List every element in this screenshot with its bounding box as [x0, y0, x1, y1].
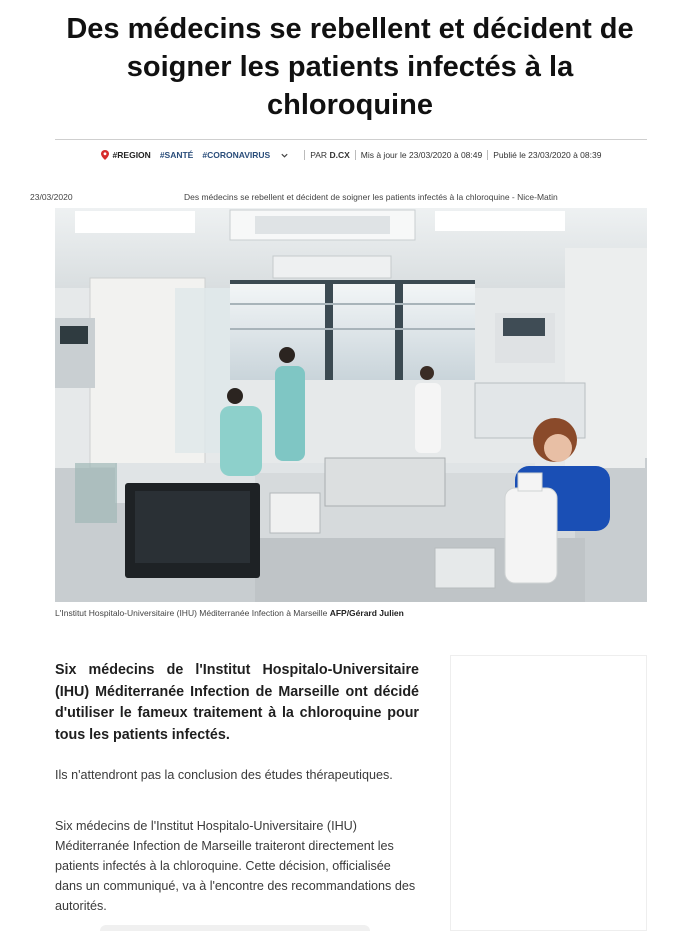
photo-caption [55, 608, 404, 618]
headline-divider [55, 139, 647, 140]
published-date: Publié le 23/03/2020 à 08:39 [493, 150, 602, 160]
meta-separator [487, 150, 488, 160]
meta-separator [304, 150, 305, 160]
photo-caption-text: L'Institut Hospitalo-Universitaire (IHU) Méditerranée Infection à Marseille [55, 608, 328, 618]
author-prefix: PAR [310, 150, 328, 160]
lab-scene-illustration [55, 208, 647, 602]
tag-region[interactable]: #REGION [112, 150, 151, 160]
article-lead: Six médecins de l'Institut Hospitalo-Universitaire (IHU) Méditerranée Infection de Marseille ont décidé d'utiliser le fameux traitement à la chloroquine pour tous les patients infectés. [55, 662, 419, 743]
author-byline [310, 150, 350, 160]
print-header-title: Des médecins se rebellent et décident de soigner les patients infectés à la chloroquine - Nice-Matin [184, 192, 558, 202]
advertisement-slot [450, 655, 647, 931]
article-meta-bar [55, 146, 647, 164]
chevron-down-icon[interactable] [280, 151, 289, 160]
photo-credit: AFP/Gérard Julien [329, 608, 404, 618]
tag-coronavirus[interactable]: #CORONAVIRUS [202, 150, 271, 160]
article-paragraph: Six médecins de l'Institut Hospitalo-Universitaire (IHU) Méditerranée Infection de Marseille traiteront directement les patients infectés à la chloroquine. Cette décision, officialisée dans un communiqué, va à l'encontre des recommandations des autorités. [55, 819, 416, 913]
map-pin-icon [101, 150, 109, 160]
meta-separator [355, 150, 356, 160]
bottom-overlay [100, 925, 370, 931]
print-header-date: 23/03/2020 [30, 192, 73, 202]
updated-date: Mis à jour le 23/03/2020 à 08:49 [360, 150, 483, 160]
article-paragraph: Ils n'attendront pas la conclusion des études thérapeutiques. [55, 768, 393, 782]
article-headline: Des médecins se rebellent et décident de soigner les patients infectés à la chloroquine [66, 13, 634, 121]
article-photo [55, 208, 647, 602]
author-name: D.CX [329, 150, 350, 160]
tag-sante[interactable]: #SANTÉ [159, 150, 194, 160]
